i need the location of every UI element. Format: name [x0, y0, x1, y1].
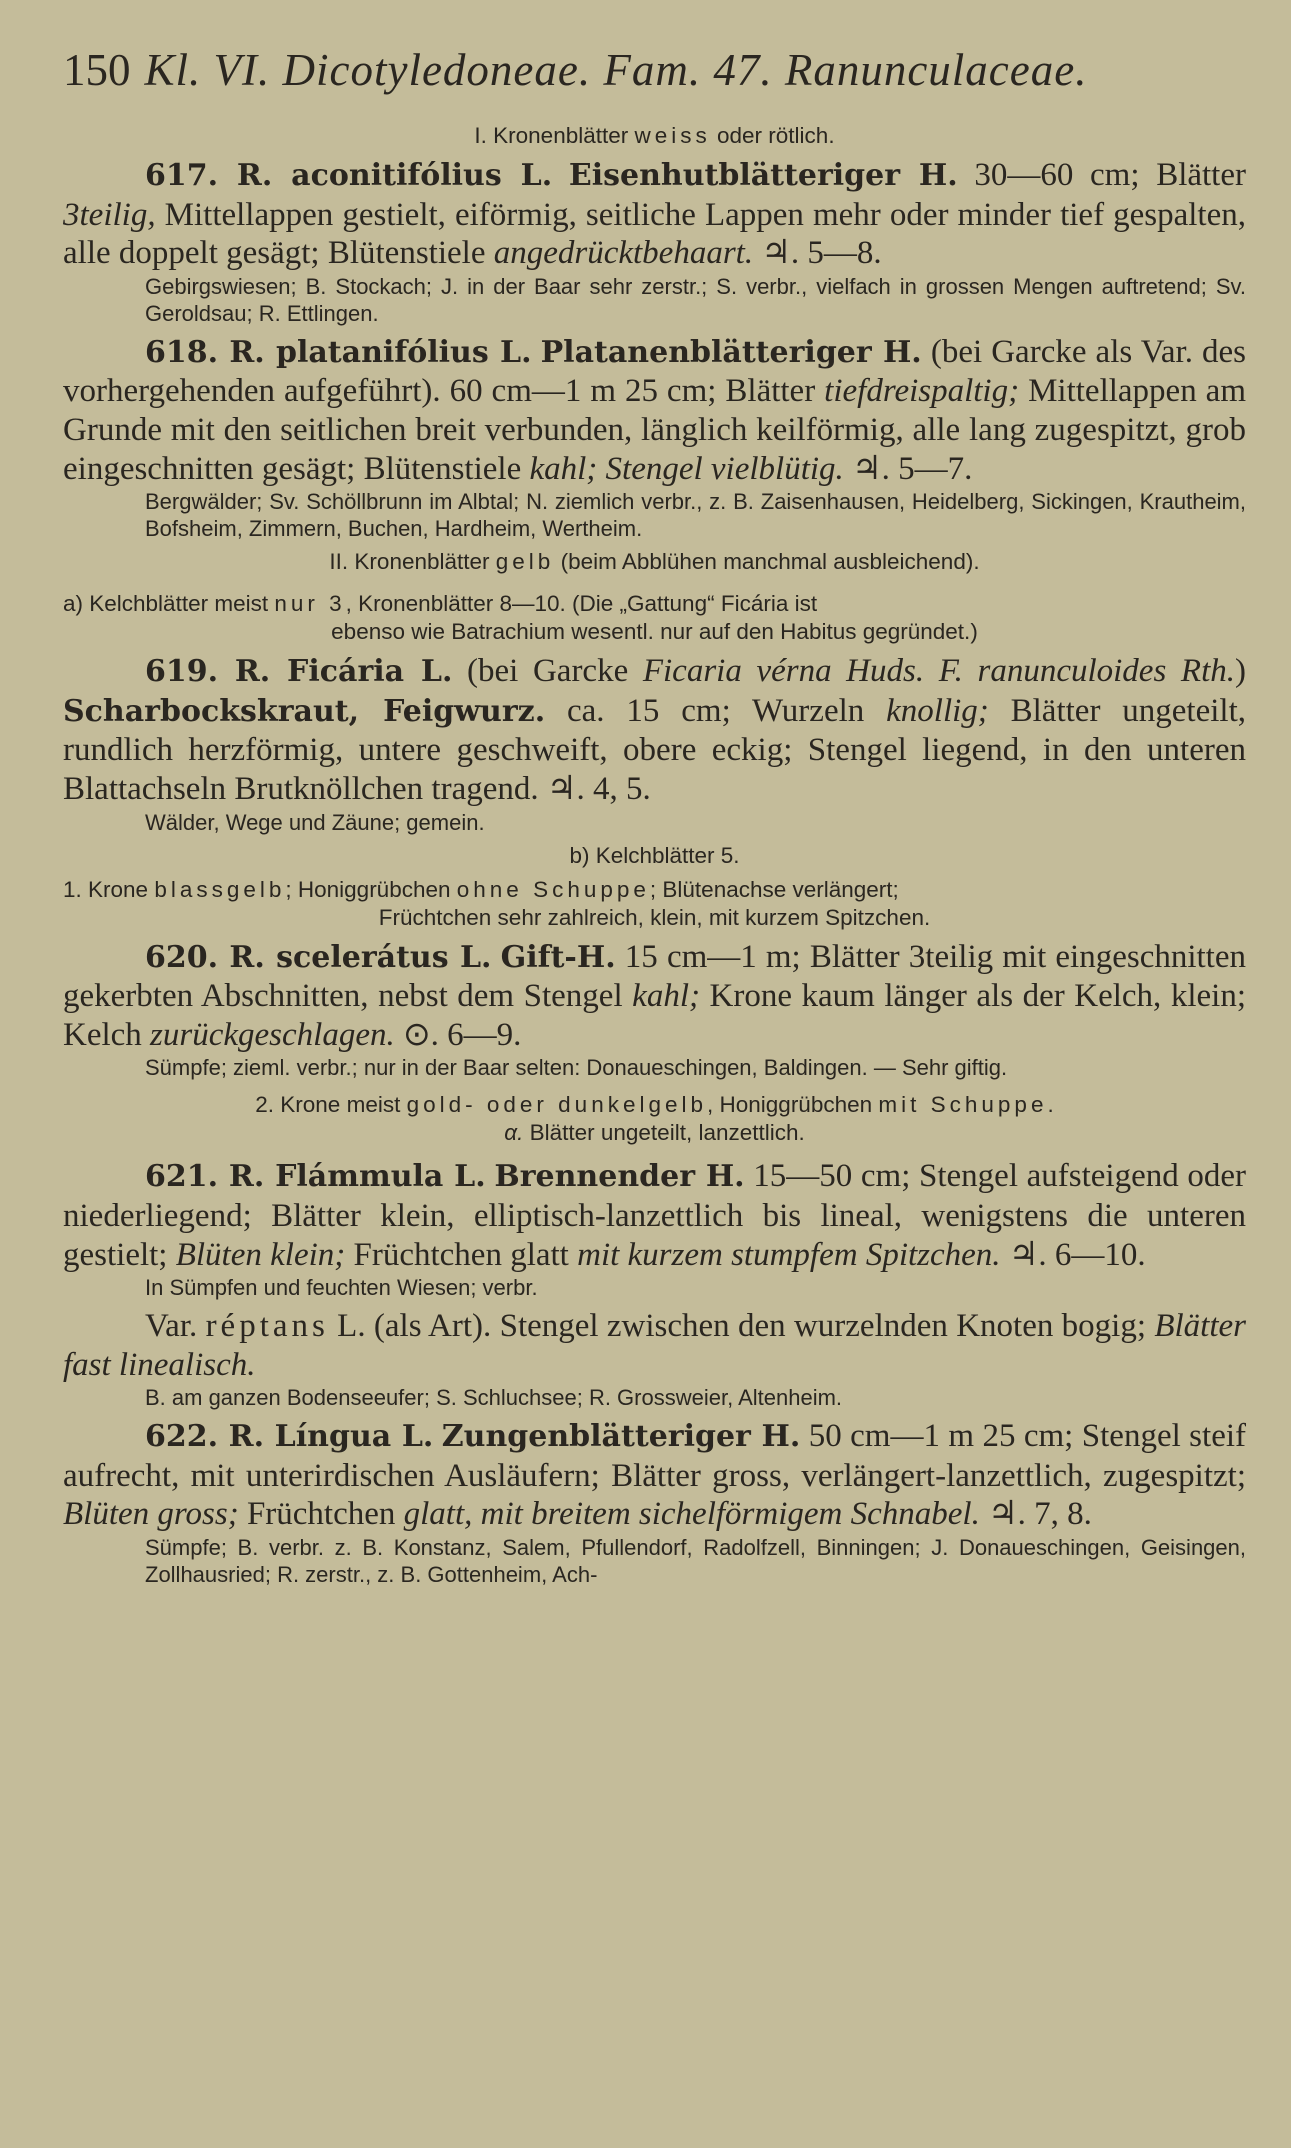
species-619: 619. R. Ficária L. (bei Garcke Ficaria vérna Huds. F. ranunculoides Rth.) Scharbockskraut, Feigwurz. ca. 15 cm; Wurzeln knollig; Blätter ungeteilt, rundlich herzförmig, untere geschweift, obere eckig; Stengel liegend, in den unteren Blattachseln Brutknöllchen tragend. ♃. 4, 5.: [63, 653, 1246, 807]
species-620-name: 620. R. scelerátus L.: [145, 939, 492, 975]
key-2: 2. Krone meist gold- oder dunkelgelb, Honiggrübchen mit Schuppe.: [255, 1092, 1054, 1118]
species-620: 620. R. scelerátus L. Gift-H. 15 cm—1 m; Blätter 3teilig mit eingeschnitten gekerbten Abschnitten, nebst dem Stengel kahl; Krone kaum länger als der Kelch, klein; Kelch zurückgeschlagen. ⊙. 6—9.: [63, 938, 1246, 1053]
key-a-line2: ebenso wie Batrachium wesentl. nur auf den Habitus gegründet.): [331, 619, 978, 645]
species-621-localities: In Sümpfen und feuchten Wiesen; verbr.: [145, 1275, 538, 1301]
species-619-common-name: Scharbockskraut, Feigwurz.: [63, 693, 546, 729]
species-622-localities: Sümpfe; B. verbr. z. B. Konstanz, Salem, Pfullendorf, Radolfzell, Binningen; J. Donaueschingen, Geisingen, Zollhausried; R. zerstr., z. B. Gottenheim, Ach-: [145, 1535, 1246, 1588]
species-622-name: 622. R. Língua L.: [145, 1419, 434, 1455]
key-alpha: α. Blätter ungeteilt, lanzettlich.: [504, 1120, 805, 1146]
species-621-name: 621. R. Flámmula L.: [145, 1159, 486, 1195]
key-b: b) Kelchblätter 5.: [569, 842, 740, 868]
species-620-localities: Sümpfe; zieml. verbr.; nur in der Baar selten: Donaueschingen, Baldingen. — Sehr giftig.: [145, 1055, 1008, 1081]
running-title: Kl. VI. Dicotyledoneae. Fam. 47. Ranunculaceae.: [144, 45, 1088, 95]
species-622-common-name: Zungenblätteriger H.: [441, 1419, 801, 1455]
species-617-common-name: Eisenhutblätteriger H.: [568, 158, 958, 193]
variety-reptans-localities: B. am ganzen Bodenseeufer; S. Schluchsee; R. Grossweier, Altenheim.: [145, 1385, 843, 1411]
section-heading-II: II. Kronenblätter gelb (beim Abblühen manchmal ausbleichend).: [329, 549, 980, 575]
species-617: 617. R. aconitifólius L. Eisenhutblätteriger H. 30—60 cm; Blätter 3teilig, Mittellappen gestielt, eiförmig, seitliche Lappen mehr oder minder tief gespalten, alle doppelt gesägt; Blütenstiele angedrücktbehaart. ♃. 5—8.: [63, 157, 1246, 272]
running-header: [63, 40, 1246, 100]
page-number: 150: [63, 45, 131, 95]
species-617-name: 617. R. aconitifólius L.: [145, 158, 553, 193]
species-621: 621. R. Flámmula L. Brennender H. 15—50 cm; Stengel aufsteigend oder niederliegend; Blätter klein, elliptisch-lanzettlich bis lineal, wenigstens die unteren gestielt; Blüten klein; Früchtchen glatt mit kurzem stumpfem Spitzchen. ♃. 6—10.: [63, 1158, 1247, 1273]
species-622: 622. R. Língua L. Zungenblätteriger H. 50 cm—1 m 25 cm; Stengel steif aufrecht, mit unterirdischen Ausläufern; Blätter gross, verlängert-lanzettlich, zugespitzt; Blüten gross; Früchtchen glatt, mit breitem sichelförmigem Schnabel. ♃. 7, 8.: [63, 1418, 1246, 1533]
variety-reptans: Var. réptans L. (als Art). Stengel zwischen den wurzelnden Knoten bogig; Blätter fast linealisch.: [63, 1308, 1246, 1383]
species-621-common-name: Brennender H.: [494, 1159, 745, 1195]
section-heading-I: I. Kronenblätter weiss oder rötlich.: [474, 123, 835, 148]
species-618-localities: Bergwälder; Sv. Schöllbrunn im Albtal; N. ziemlich verbr., z. B. Zaisenhausen, Heidelberg, Sickingen, Krautheim, Bofsheim, Zimmern, Buchen, Hardheim, Wertheim.: [145, 489, 1246, 542]
key-a: a) Kelchblätter meist nur 3, Kronenblätter 8—10. (Die „Gattung“ Ficária ist: [63, 591, 818, 617]
species-619-localities: Wälder, Wege und Zäune; gemein.: [145, 809, 485, 835]
species-618-common-name: Platanenblätteriger H.: [540, 334, 922, 370]
key-1-line2: Früchtchen sehr zahlreich, klein, mit kurzem Spitzchen.: [378, 904, 931, 930]
key-1: 1. Krone blassgelb; Honiggrübchen ohne Schuppe; Blütenachse verlängert;: [63, 876, 899, 902]
species-618-name: 618. R. platanifólius L.: [145, 334, 532, 370]
species-617-localities: Gebirgswiesen; B. Stockach; J. in der Baar sehr zerstr.; S. verbr., vielfach in grossen Mengen auftretend; Sv. Geroldsau; R. Ettlingen.: [145, 273, 1246, 326]
species-619-name: 619. R. Ficária L.: [145, 654, 453, 690]
species-620-common-name: Gift-H.: [500, 939, 616, 975]
species-618: 618. R. platanifólius L. Platanenblätteriger H. (bei Garcke als Var. des vorhergehenden aufgeführt). 60 cm—1 m 25 cm; Blätter tiefdreispaltig; Mittellappen am Grunde mit den seitlichen breit verbunden, länglich keilförmig, alle lang zugespitzt, grob eingeschnitten gesägt; Blütenstiele kahl; Stengel vielblütig. ♃. 5—7.: [63, 333, 1247, 487]
